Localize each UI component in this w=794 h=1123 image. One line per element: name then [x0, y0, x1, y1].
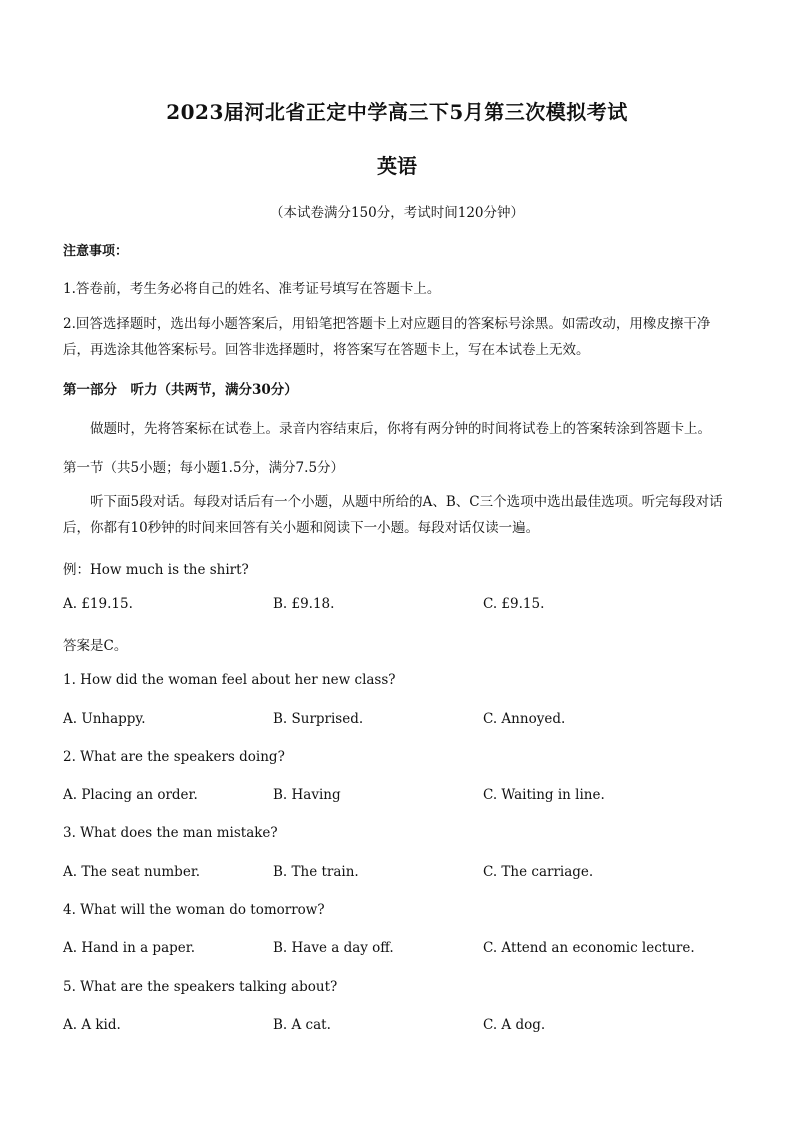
q4-option-c: C. Attend an economic lecture. — [483, 940, 695, 956]
q3-option-a: A. The seat number. — [63, 864, 201, 880]
example-option-c: C. £9.15. — [483, 596, 545, 612]
q4-option-b: B. Have a day off. — [273, 940, 394, 956]
q3-option-b: B. The train. — [273, 864, 359, 880]
q5-option-b: B. A cat. — [273, 1017, 331, 1033]
part1-heading: 第一部分 听力（共两节，满分30分） — [63, 382, 298, 398]
q2-option-a: A. Placing an order. — [63, 787, 198, 803]
note-item: 1.答卷前，考生务必将自己的姓名、准考证号填写在答题卡上。 — [63, 281, 441, 297]
example-answer: 答案是C。 — [63, 638, 128, 654]
section1-heading: 第一节（共5小题；每小题1.5分，满分7.5分） — [63, 460, 345, 476]
q2-option-c: C. Waiting in line. — [483, 787, 605, 803]
exam-title: 2023届河北省正定中学高三下5月第三次模拟考试 — [166, 100, 628, 124]
q1-option-c: C. Annoyed. — [483, 711, 566, 727]
question-4: 4. What will the woman do tomorrow? — [63, 902, 325, 918]
q1-option-a: A. Unhappy. — [63, 711, 146, 727]
q1-option-b: B. Surprised. — [273, 711, 364, 727]
section1-instruction: 听下面5段对话。每段对话后有一个小题，从题中所给的A、B、C三个选项中选出最佳选项。听完每段对话后，你都有10秒钟的时间来回答有关小题和阅读下一小题。每段对话仅读一遍。 — [63, 494, 723, 536]
exam-info: （本试卷满分150分，考试时间120分钟） — [269, 205, 525, 221]
q2-option-b: B. Having — [273, 787, 341, 803]
part1-instruction: 做题时，先将答案标在试卷上。录音内容结束后，你将有两分钟的时间将试卷上的答案转涂到答题卡上。 — [90, 421, 711, 437]
q5-option-c: C. A dog. — [483, 1017, 546, 1033]
example-option-a: A. £19.15. — [63, 596, 133, 612]
example-option-b: B. £9.18. — [273, 596, 335, 612]
question-2: 2. What are the speakers doing? — [63, 749, 285, 765]
question-1: 1. How did the woman feel about her new class? — [63, 672, 396, 688]
notes-heading: 注意事项： — [63, 244, 129, 259]
q5-option-a: A. A kid. — [63, 1017, 121, 1033]
q4-option-a: A. Hand in a paper. — [63, 940, 196, 956]
note-item: 2.回答选择题时，选出每小题答案后，用铅笔把答题卡上对应题目的答案标号涂黑。如需改动，用橡皮擦干净后，再选涂其他答案标号。回答非选择题时，将答案写在答题卡上，写在本试卷上无效。 — [63, 316, 711, 358]
question-5: 5. What are the speakers talking about? — [63, 979, 338, 995]
example-question: 例：How much is the shirt? — [63, 562, 249, 578]
q3-option-c: C. The carriage. — [483, 864, 594, 880]
subject-title: 英语 — [377, 154, 417, 178]
question-3: 3. What does the man mistake? — [63, 825, 278, 841]
